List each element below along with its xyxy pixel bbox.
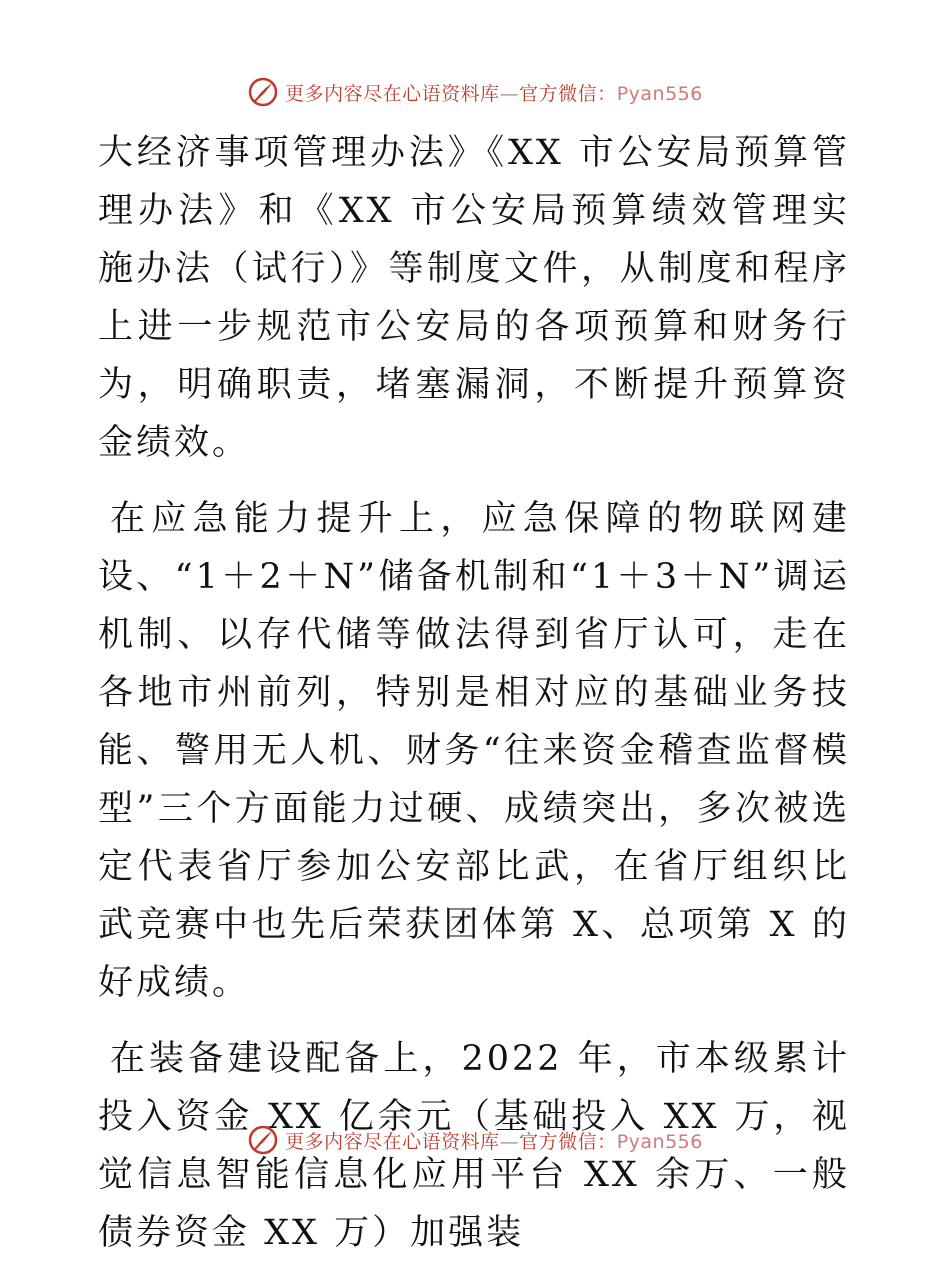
- text-line: 法》和《XX 市公安局预算绩效管理实施办法（试: [98, 191, 850, 289]
- paragraph: [98, 490, 850, 1012]
- quill-seal-icon: [247, 1124, 279, 1156]
- watermark-official-label: 官方微信：: [519, 82, 617, 105]
- watermark-text: [285, 79, 703, 106]
- text-line: 代储等做法得到省厅认可，走在各地市州前列，特: [98, 615, 850, 713]
- text-line: 行）》等制度文件，从制度和程序上进一步规范市: [98, 249, 850, 347]
- watermark-wechat-id: Pyan556: [616, 1130, 703, 1153]
- watermark-separator: —: [499, 1130, 520, 1153]
- watermark-wechat-id: Pyan556: [616, 82, 703, 105]
- text-line: 成绩突出，多次被选定代表省厅参加公安部比武，: [98, 789, 850, 887]
- watermark-official-label: 官方微信：: [519, 1130, 617, 1153]
- text-line: 洞，不断提升预算资金绩效。: [98, 365, 850, 463]
- watermark-header: [0, 72, 950, 112]
- document-body: [98, 124, 850, 1262]
- text-line: 金 XX 亿余元（基础投入 XX 万，视觉信息智能信息: [98, 1097, 850, 1195]
- watermark-footer: [0, 1120, 950, 1160]
- watermark-main-text: 更多内容尽在心语资料库: [285, 82, 500, 105]
- watermark-main-text: 更多内容尽在心语资料库: [285, 1130, 500, 1153]
- text-line: 化应用平台 XX 余万、一般债券资金 XX 万）加强装: [98, 1155, 850, 1253]
- text-line: 公安局的各项预算和财务行为，明确职责，堵塞漏: [98, 307, 850, 405]
- paragraph: [98, 124, 850, 472]
- quill-seal-icon: [247, 76, 279, 108]
- text-line: 别是相对应的基础业务技能、警用无人机、财: [98, 673, 850, 771]
- text-line: 在装备建设配备上，2022 年，市本级累计投入资: [98, 1039, 850, 1137]
- text-line: 大经济事项管理办法》《XX 市公安局预算管理办: [98, 133, 850, 231]
- text-line: ＋2＋N”储备机制和“1＋3＋N”调运机制、以存: [98, 557, 850, 655]
- text-line: 第 X 的好成绩。: [98, 905, 851, 1003]
- text-line: 在省厅组织比武竞赛中也先后荣获团体第 X、总项: [98, 847, 850, 945]
- watermark-text: [285, 1127, 703, 1154]
- watermark-separator: —: [499, 82, 520, 105]
- text-line: 在应急能力提升上，应急保障的物联网建设、“1: [98, 499, 850, 597]
- text-line: 务“往来资金稽查监督模型”三个方面能力过硬、: [98, 731, 850, 829]
